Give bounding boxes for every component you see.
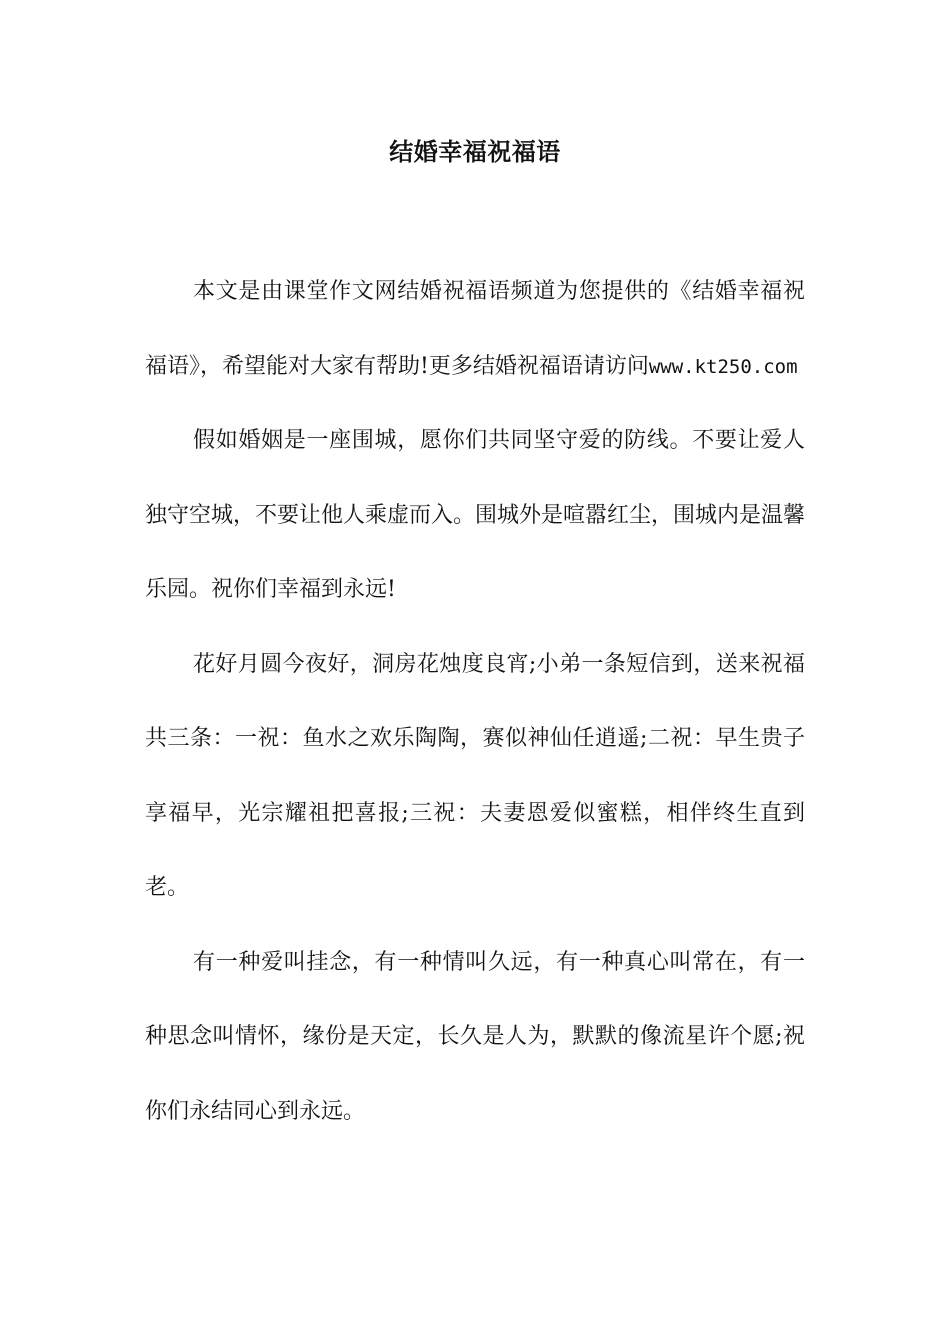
intro-paragraph	[145, 255, 805, 404]
document-title: 结婚幸福祝福语	[389, 137, 561, 166]
site-url-link[interactable]: www.kt250.com	[648, 355, 798, 378]
intro-text: 本文是由课堂作文网结婚祝福语频道为您提供的《结婚幸福祝福语》，希望能对大家有帮助!更多结婚祝福语请访问	[145, 279, 805, 379]
body-paragraph-2: 花好月圆今夜好，洞房花烛度良宵;小弟一条短信到，送来祝福共三条：一祝：鱼水之欢乐陶陶，赛似神仙任逍遥;二祝：早生贵子享福早，光宗耀祖把喜报;三祝：夫妻恩爱似蜜糕，相伴终生直到老。	[145, 651, 805, 900]
document-body	[145, 255, 805, 1149]
body-paragraph-1: 假如婚姻是一座围城，愿你们共同坚守爱的防线。不要让爱人独守空城，不要让他人乘虚而入。围城外是喧嚣红尘，围城内是温馨乐园。祝你们幸福到永远!	[145, 428, 806, 602]
body-paragraph-3: 有一种爱叫挂念，有一种情叫久远，有一种真心叫常在，有一种思念叫情怀，缘份是天定，长久是人为，默默的像流星许个愿;祝你们永结同心到永远。	[145, 949, 805, 1124]
